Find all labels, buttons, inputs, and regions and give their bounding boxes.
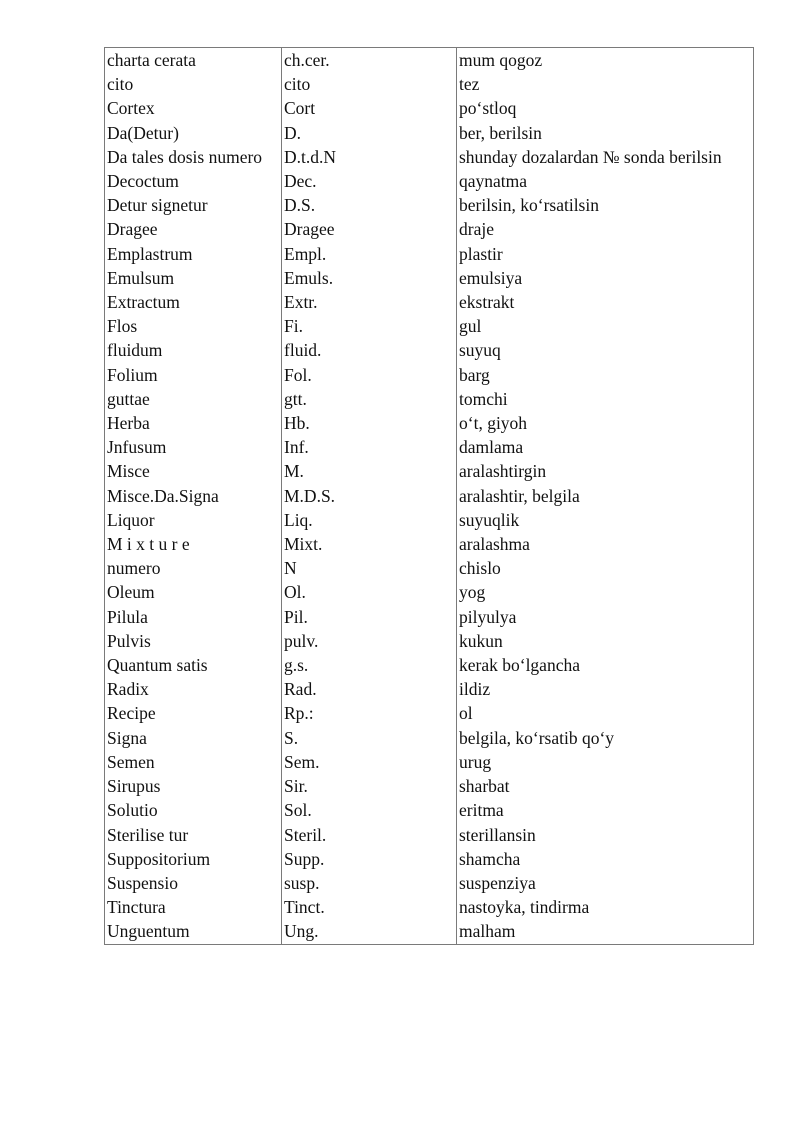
table-row: [105, 169, 754, 484]
latin-term-cell: Sirupus Solutio Sterilise tur Suppositorium Suspensio Tinctura Unguentum: [105, 774, 282, 944]
table-row: [105, 48, 754, 170]
abbreviation-cell: ch.cer. cito Cort D. D.t.d.N: [282, 48, 457, 170]
table-row: [105, 484, 754, 653]
latin-term-cell: Decoctum Detur signetur Dragee Emplastrum Emulsum Extractum Flos fluidum Folium guttae Herba Jnfusum Misce: [105, 169, 282, 484]
meaning-cell: aralashtir, belgila suyuqlik aralashma chislo yog pilyulya kukun: [457, 484, 754, 653]
table-row: [105, 774, 754, 944]
latin-term-cell: Quantum satis Radix Recipe Signa Semen: [105, 653, 282, 774]
abbreviation-table: [104, 47, 754, 945]
latin-term-cell: Misce.Da.Signa Liquor M i x t u r e numero Oleum Pilula Pulvis: [105, 484, 282, 653]
abbreviation-cell: Dec. D.S. Dragee Empl. Emuls. Extr. Fi. fluid. Fol. gtt. Hb. Inf. M.: [282, 169, 457, 484]
abbreviation-cell: M.D.S. Liq. Mixt. N Ol. Pil. pulv.: [282, 484, 457, 653]
latin-term-cell: charta cerata cito Cortex Da(Detur) Da tales dosis numero: [105, 48, 282, 170]
abbreviation-cell: g.s. Rad. Rp.: S. Sem.: [282, 653, 457, 774]
meaning-cell: kerak bo‘lgancha ildiz ol belgila, ko‘rsatib qo‘y urug: [457, 653, 754, 774]
meaning-cell: qaynatma berilsin, ko‘rsatilsin draje plastir emulsiya ekstrakt gul suyuq barg tomchi o‘t, giyoh damlama aralashtirgin: [457, 169, 754, 484]
meaning-cell: mum qogoz tez po‘stloq ber, berilsin shunday dozalardan № sonda berilsin: [457, 48, 754, 170]
abbreviation-cell: Sir. Sol. Steril. Supp. susp. Tinct. Ung.: [282, 774, 457, 944]
meaning-cell: sharbat eritma sterillansin shamcha suspenziya nastoyka, tindirma malham: [457, 774, 754, 944]
table-row: [105, 653, 754, 774]
